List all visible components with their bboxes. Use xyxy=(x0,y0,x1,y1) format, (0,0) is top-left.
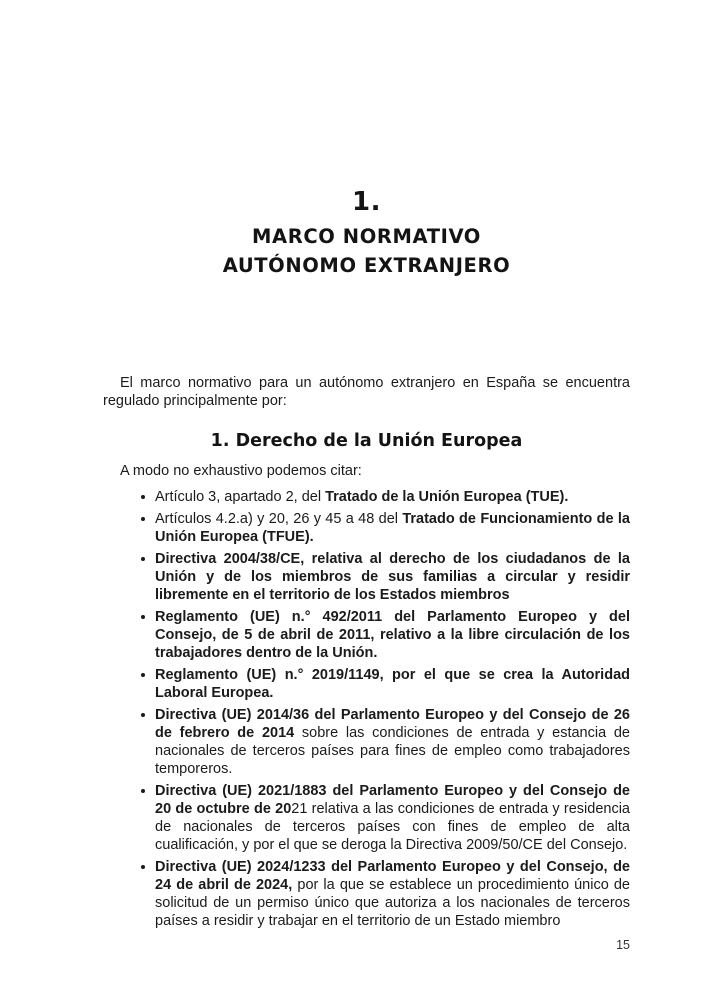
list-item xyxy=(103,858,630,930)
list-leadin: A modo no exhaustivo podemos citar: xyxy=(120,463,362,479)
chapter-title xyxy=(103,222,630,280)
list-item xyxy=(103,782,630,854)
bullet-text-bold: Directiva 2004/38/CE, relativa al derecho de los ciudadanos de la Unión y de los miembros de sus familias a circular y residir libremente en el territorio de los Estados miembros xyxy=(155,551,630,603)
bullet-text-bold: Directiva (UE) 2024/1233 del Parlamento Europeo y del Consejo, de 24 de abril de 2024, xyxy=(155,859,630,893)
page-number: 15 xyxy=(616,938,630,952)
list-item xyxy=(103,666,630,702)
bullet-text-bold: Reglamento (UE) n.° 492/2011 del Parlamento Europeo y del Consejo, de 5 de abril de 2011, relativo a la libre circulación de los trabajadores dentro de la Unión. xyxy=(155,609,630,661)
bullet-text-plain: Artículos 4.2.a) y 20, 26 y 45 a 48 del xyxy=(155,511,403,527)
bullet-text-plain: sobre las condiciones de entrada y estancia de nacionales de terceros países para fines de empleo como trabajadores temporeros. xyxy=(155,725,630,777)
chapter-title-line2: AUTÓNOMO EXTRANJERO xyxy=(222,254,511,277)
chapter-number: 1. xyxy=(352,187,381,217)
bullet-text-bold: Tratado de Funcionamiento de la Unión Europea (TFUE). xyxy=(155,511,630,545)
bullet-text-plain: por la que se establece un procedimiento único de solicitud de un permiso único que autoriza a los nacionales de terceros países a residir y trabajar en el territorio de un Estado miembro xyxy=(155,877,630,929)
bullet-text-plain: 21 relativa a las condiciones de entrada y residencia de nacionales de terceros países con fines de empleo de alta cualificación, y por el que se deroga la Directiva 2009/50/CE del Consejo. xyxy=(155,801,630,853)
chapter-header xyxy=(103,189,630,280)
bullet-text-bold: Reglamento (UE) n.° 2019/1149, por el que se crea la Autoridad Laboral Europea. xyxy=(155,667,630,701)
bullet-text-bold: Tratado de la Unión Europea (TUE). xyxy=(325,489,569,505)
intro-paragraph: El marco normativo para un autónomo extranjero en España se encuentra regulado principalmente por: xyxy=(103,375,630,409)
legal-references-list xyxy=(103,488,630,930)
bullet-text-bold: Directiva (UE) 2021/1883 del Parlamento Europeo y del Consejo de 20 de octubre de 20 xyxy=(155,783,630,817)
bullet-text-plain: Artículo 3, apartado 2, del xyxy=(155,489,326,505)
list-item xyxy=(103,510,630,546)
bullet-text-bold: Directiva (UE) 2014/36 del Parlamento Europeo y del Consejo de 26 de febrero de 2014 xyxy=(155,707,630,741)
chapter-title-line1: MARCO NORMATIVO xyxy=(252,225,481,248)
list-item xyxy=(103,550,630,604)
list-item xyxy=(103,488,630,506)
section-heading: 1. Derecho de la Unión Europea xyxy=(210,431,523,451)
list-item xyxy=(103,608,630,662)
list-item xyxy=(103,706,630,778)
